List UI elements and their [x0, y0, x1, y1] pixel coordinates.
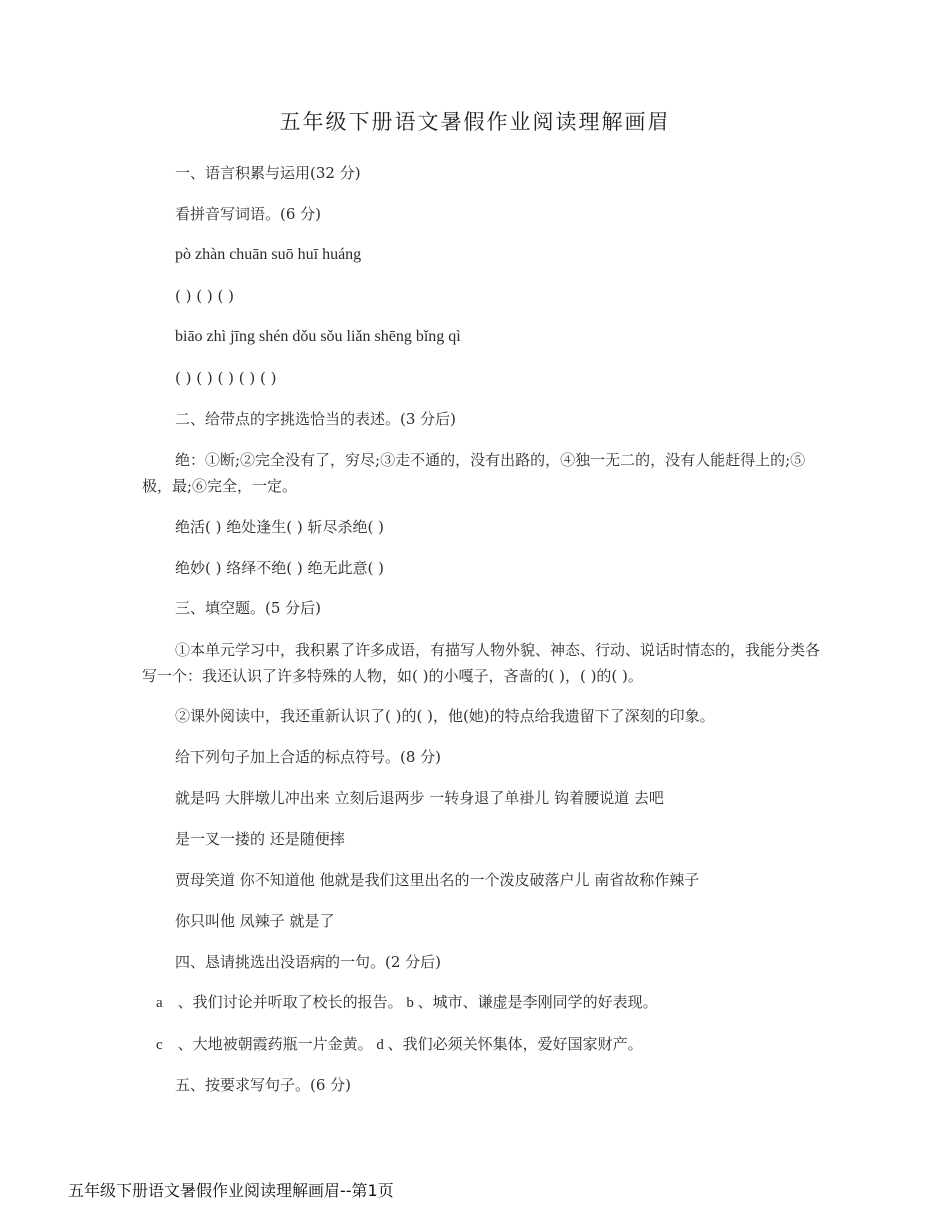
punctuation-instruction: 给下列句子加上合适的标点符号。(8 分) [175, 748, 442, 766]
answer-blanks-1: ( ) ( ) ( ) [175, 287, 234, 305]
choice-options-a-b: a 、我们讨论并听取了校长的报告。 b 、城市、谦虚是李刚同学的好表现。 [156, 995, 658, 1011]
fill-in-paragraph-1: ①本单元学习中，我积累了许多成语，有描写人物外貌、神态、行动、说话时情态的，我能分类各写一个：我还认识了许多特殊的人物，如( )的小嘎子，吝啬的( )，( )的( )。 [142, 641, 821, 685]
fill-in-paragraph-2: ②课外阅读中，我还重新认识了( )的( )，他(她)的特点给我遗留下了深刻的印象。 [175, 707, 715, 725]
section-4-heading: 四、恳请挑选出没语病的一句。(2 分后) [175, 953, 442, 971]
definition-paragraph: 绝：①断;②完全没有了，穷尽;③走不通的，没有出路的，④独一无二的，没有人能赶得上的;⑤极，最;⑥完全，一定。 [142, 451, 806, 495]
page-footer: 五年级下册语文暑假作业阅读理解画眉--第1页 [68, 1181, 394, 1200]
page-title: 五年级下册语文暑假作业阅读理解画眉 [279, 110, 671, 134]
question-pinyin-instruction: 看拼音写词语。(6 分) [175, 205, 322, 223]
punctuation-sentence-2: 是一叉一搂的 还是随便摔 [175, 830, 345, 848]
pinyin-line-1: pò zhàn chuān suō huī huáng [175, 246, 362, 263]
word-choice-row-2: 绝妙( ) 络绎不绝( ) 绝无此意( ) [175, 559, 384, 577]
choice-options-c-d: c 、大地被朝霞药瓶一片金黄。 d 、我们必须关怀集体，爱好国家财产。 [156, 1037, 643, 1053]
section-2-heading: 二、给带点的字挑选恰当的表述。(3 分后) [175, 410, 457, 428]
punctuation-sentence-3: 贾母笑道 你不知道他 他就是我们这里出名的一个泼皮破落户儿 南省故称作辣子 [175, 871, 700, 889]
pinyin-line-2: biāo zhì jīng shén dǒu sǒu liǎn shēng bǐng qì [175, 328, 461, 345]
punctuation-sentence-1: 就是吗 大胖墩儿冲出来 立刻后退两步 一转身退了单褂儿 钩着腰说道 去吧 [175, 789, 664, 807]
answer-blanks-2: ( ) ( ) ( ) ( ) ( ) [175, 369, 277, 387]
section-1-heading: 一、语言积累与运用(32 分) [175, 164, 361, 182]
word-choice-row-1: 绝活( ) 绝处逢生( ) 斩尽杀绝( ) [175, 518, 384, 536]
punctuation-sentence-4: 你只叫他 凤辣子 就是了 [175, 912, 335, 930]
section-5-heading: 五、按要求写句子。(6 分) [175, 1076, 352, 1094]
section-3-heading: 三、填空题。(5 分后) [175, 599, 322, 617]
